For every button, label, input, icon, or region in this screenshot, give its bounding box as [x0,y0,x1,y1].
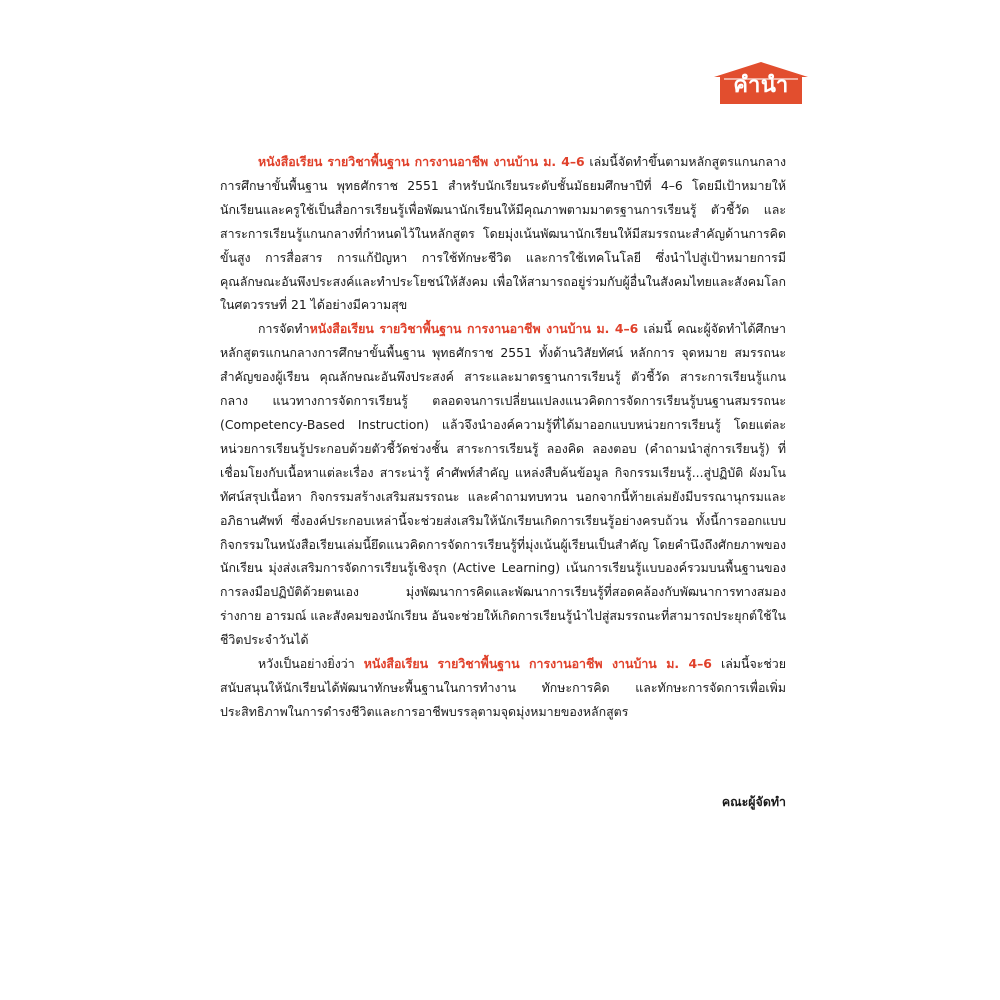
preface-body [220,150,786,724]
paragraph-2 [220,317,786,652]
paragraph-text: เล่มนี้จัดทำขึ้นตามหลักสูตรแกนกลางการศึกษาขั้นพื้นฐาน พุทธศักราช 2551 สำหรับนักเรียนระดับชั้นมัธยมศึกษาปีที่ 4–6 โดยมีเป้าหมายให้นักเรียนและครูใช้เป็นสื่อการเรียนรู้เพื่อพัฒนานักเรียนให้มีคุณภาพตามมาตรฐานการเรียนรู้ ตัวชี้วัด และสาระการเรียนรู้แกนกลางที่กำหนดไว้ในหลักสูตร โดยมุ่งเน้นพัฒนานักเรียนให้มีสมรรถนะสำคัญด้านการคิดขั้นสูง การสื่อสาร การแก้ปัญหา การใช้ทักษะชีวิต และการใช้เทคโนโลยี ซึ่งนำไปสู่เป้าหมายการมีคุณลักษณะอันพึงประสงค์และทำประโยชน์ให้สังคม เพื่อให้สามารถอยู่ร่วมกับผู้อื่นในสังคมไทยและสังคมโลกในศตวรรษที่ 21 ได้อย่างมีความสุข [220,154,786,313]
author-signature: คณะผู้จัดทำ [721,794,786,809]
book-title-highlight: หนังสือเรียน รายวิชาพื้นฐาน การงานอาชีพ งานบ้าน ม. 4–6 [363,656,712,672]
paragraph-text: เล่มนี้จะช่วยสนับสนุนให้นักเรียนได้พัฒนาทักษะพื้นฐานในการทำงาน ทักษะการคิด และทักษะการจัดการเพื่อเพิ่มประสิทธิภาพในการดำรงชีวิตและการอาชีพบรรลุตามจุดมุ่งหมายของหลักสูตร [220,656,786,719]
paragraph-prefix: หวังเป็นอย่างยิ่งว่า [258,656,364,672]
paragraph-3 [220,652,786,724]
paragraph-1 [220,150,786,317]
book-title-highlight: หนังสือเรียน รายวิชาพื้นฐาน การงานอาชีพ งานบ้าน ม. 4–6 [258,154,585,169]
preface-title-badge [712,60,810,106]
page-title: คำนำ [733,73,789,98]
paragraph-text: เล่มนี้ คณะผู้จัดทำได้ศึกษาหลักสูตรแกนกลางการศึกษาขั้นพื้นฐาน พุทธศักราช 2551 ทั้งด้านวิสัยทัศน์ หลักการ จุดหมาย สมรรถนะสำคัญของผู้เรียน คุณลักษณะอันพึงประสงค์ สาระและมาตรฐานการเรียนรู้ ตัวชี้วัด สาระการเรียนรู้แกนกลาง แนวทางการจัดการเรียนรู้ ตลอดจนการเปลี่ยนแปลงแนวคิดการจัดการเรียนรู้บนฐานสมรรถนะ (Competency-Based Instruction) แล้วจึงนำองค์ความรู้ที่ได้มาออกแบบหน่วยการเรียนรู้ โดยแต่ละหน่วยการเรียนรู้ประกอบด้วยตัวชี้วัดช่วงชั้น สาระการเรียนรู้ ลองคิด ลองตอบ (คำถามนำสู่การเรียนรู้) ที่เชื่อมโยงกับเนื้อหาแต่ละเรื่อง สาระน่ารู้ คำศัพท์สำคัญ แหล่งสืบค้นข้อมูล กิจกรรมเรียนรู้...สู่ปฏิบัติ ผังมโนทัศน์สรุปเนื้อหา กิจกรรมสร้างเสริมสมรรถนะ และคำถามทบทวน นอกจากนี้ท้ายเล่มยังมีบรรณานุกรมและอภิธานศัพท์ ซึ่งองค์ประกอบเหล่านี้จะช่วยส่งเสริมให้นักเรียนเกิดการเรียนรู้อย่างครบถ้วน ทั้งนี้การออกแบบกิจกรรมในหนังสือเรียนเล่มนี้ยึดแนวคิดการจัดการเรียนรู้ที่มุ่งเน้นผู้เรียนเป็นสำคัญ โดยคำนึงถึงศักยภาพของนักเรียน มุ่งส่งเสริมการจัดการเรียนรู้เชิงรุก (Active Learning) เน้นการเรียนรู้แบบองค์รวมบนพื้นฐานของการลงมือปฏิบัติด้วยตนเอง มุ่งพัฒนาการคิดและพัฒนาการเรียนรู้ที่สอดคล้องกับพัฒนาการทางสมอง ร่างกาย อารมณ์ และสังคมของนักเรียน อันจะช่วยให้เกิดการเรียนรู้นำไปสู่สมรรถนะที่สามารถประยุกต์ใช้ในชีวิตประจำวันได้ [220,321,786,648]
book-title-highlight: หนังสือเรียน รายวิชาพื้นฐาน การงานอาชีพ งานบ้าน ม. 4–6 [309,321,639,337]
paragraph-prefix: การจัดทำ [258,321,310,337]
